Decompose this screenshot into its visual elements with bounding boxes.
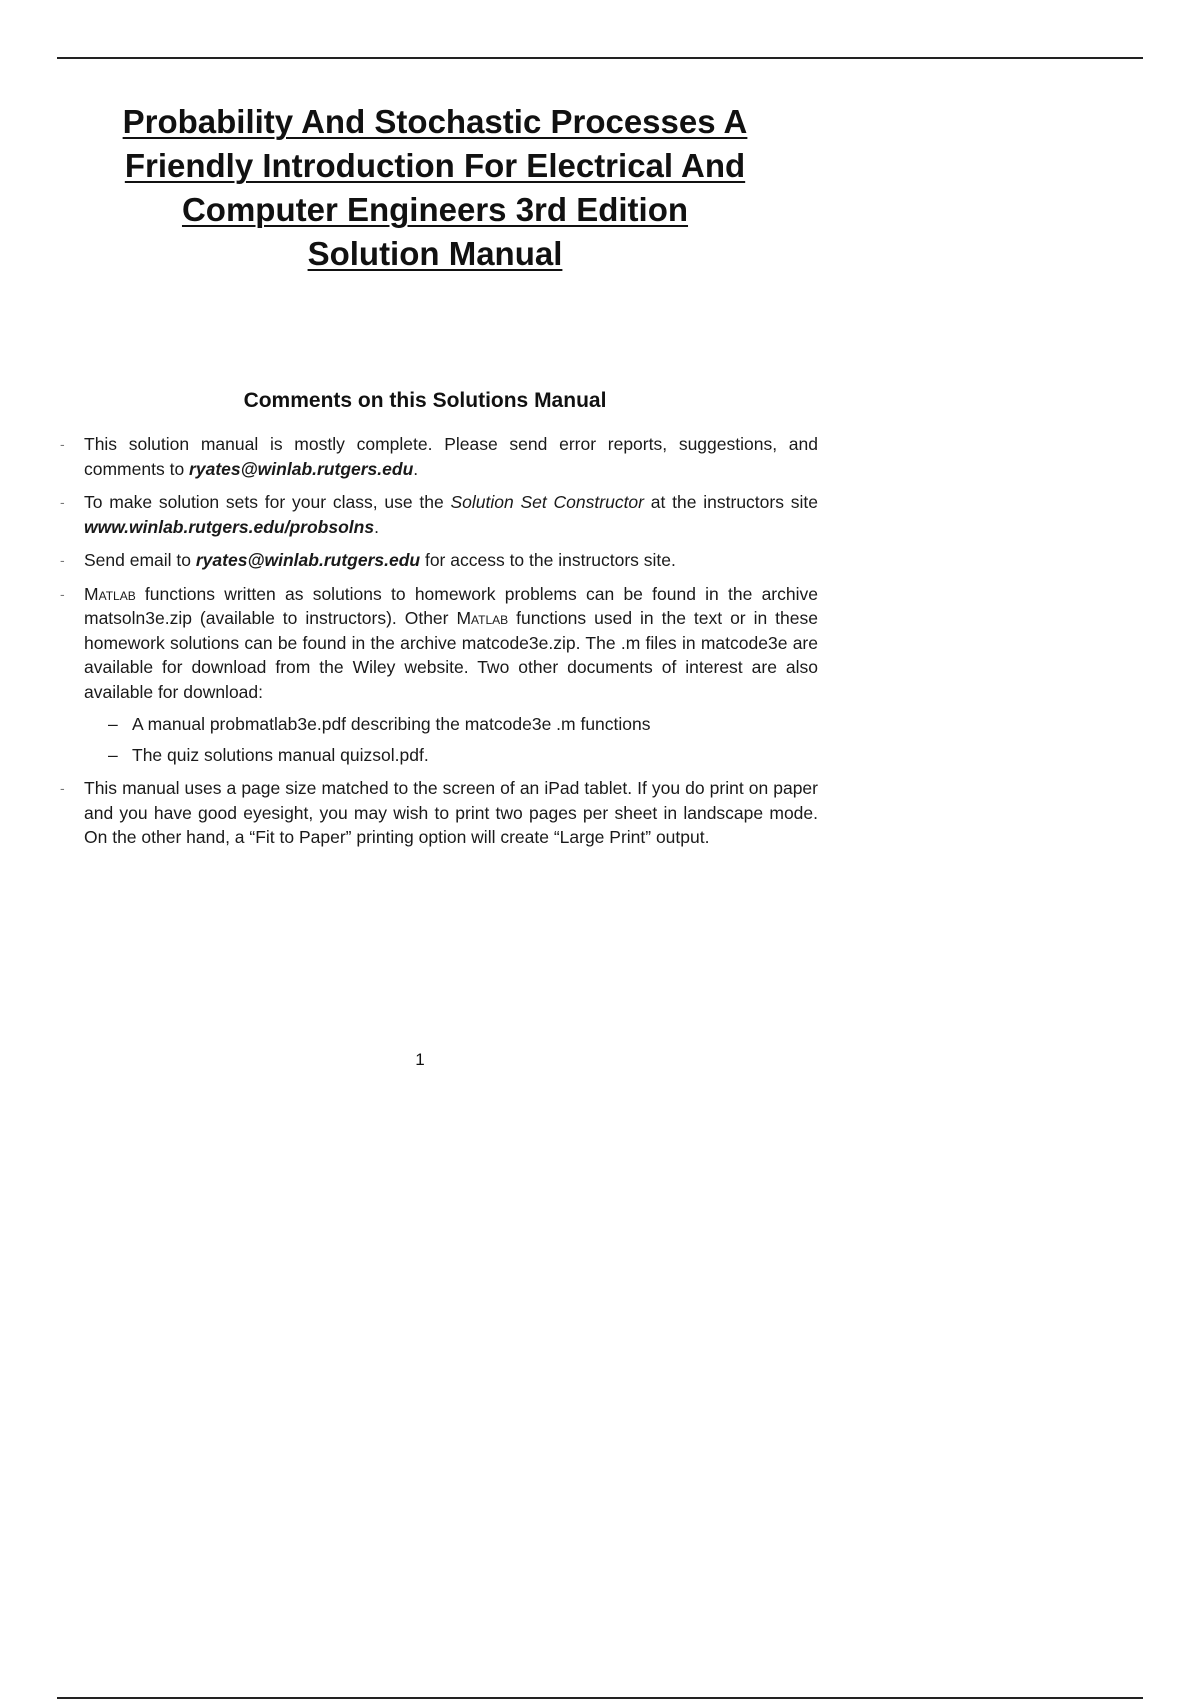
bottom-rule — [57, 1697, 1143, 1699]
page-number: 1 — [415, 1050, 425, 1069]
item-text: To make solution sets for your class, use the — [84, 492, 451, 512]
list-item — [60, 548, 818, 573]
document-title — [70, 100, 800, 276]
list-item — [60, 432, 818, 481]
site-url: www.winlab.rutgers.edu/probsolns — [84, 516, 375, 537]
title-line: Probability And Stochastic Processes A — [122, 103, 748, 140]
item-text: Send email to — [84, 550, 196, 570]
dash-marker: – — [108, 744, 118, 765]
email-address: ryates@winlab.rutgers.edu — [189, 458, 414, 479]
list-item — [60, 490, 818, 539]
bullet: - — [60, 494, 65, 510]
title-line: Friendly Introduction For Electrical And — [124, 147, 746, 184]
comments-heading: Comments on this Solutions Manual — [243, 389, 607, 412]
dash-marker: – — [108, 714, 118, 734]
item-text: This solution manual is mostly complete. Please send error reports, suggestions, and comments to — [84, 434, 818, 479]
bullet: - — [60, 585, 65, 602]
tool-name: Solution Set Constructor — [450, 492, 644, 512]
matlab-name: Matlab — [456, 608, 509, 628]
list-item — [60, 776, 818, 850]
sub-item-text: A manual probmatlab3e.pdf describing the matcode3e .m functions — [132, 714, 651, 734]
bullet: - — [60, 552, 65, 568]
title-line: Computer Engineers 3rd Edition — [181, 191, 689, 228]
email-address: ryates@winlab.rutgers.edu — [195, 550, 421, 570]
sub-item-text: The quiz solutions manual quizsol.pdf. — [132, 744, 429, 765]
title-line: Solution Manual — [307, 235, 563, 272]
item-text: functions used in the text or in these homework solutions can be found in the archive matcode3e.zip. The .m files in matcode3e are available for download from the Wiley website. Two other documents of interest are also available for download: — [84, 608, 818, 702]
bullet: - — [60, 780, 65, 796]
item-text: functions written as solutions to homework problems can be found in the archive matsoln3e.zip (available to instructors). Other — [84, 583, 818, 628]
top-rule — [57, 57, 1143, 59]
list-item — [60, 582, 818, 768]
item-text: . — [374, 516, 379, 537]
comments-list — [60, 432, 818, 859]
item-text: at the instructors site — [644, 492, 818, 512]
sub-list-item — [84, 743, 818, 768]
bullet: - — [60, 436, 65, 452]
item-text: . — [413, 458, 419, 479]
sub-list — [84, 712, 818, 767]
item-text: for access to the instructors site. — [420, 550, 676, 570]
sub-list-item — [84, 712, 818, 737]
item-text: This manual uses a page size matched to the screen of an iPad tablet. If you do print on paper and you have good eyesight, you may wish to print two pages per sheet in landscape mode. On the other hand, a “Fit to Paper” printing option will create “Large Print” output. — [84, 778, 818, 847]
matlab-name: Matlab — [84, 583, 136, 604]
